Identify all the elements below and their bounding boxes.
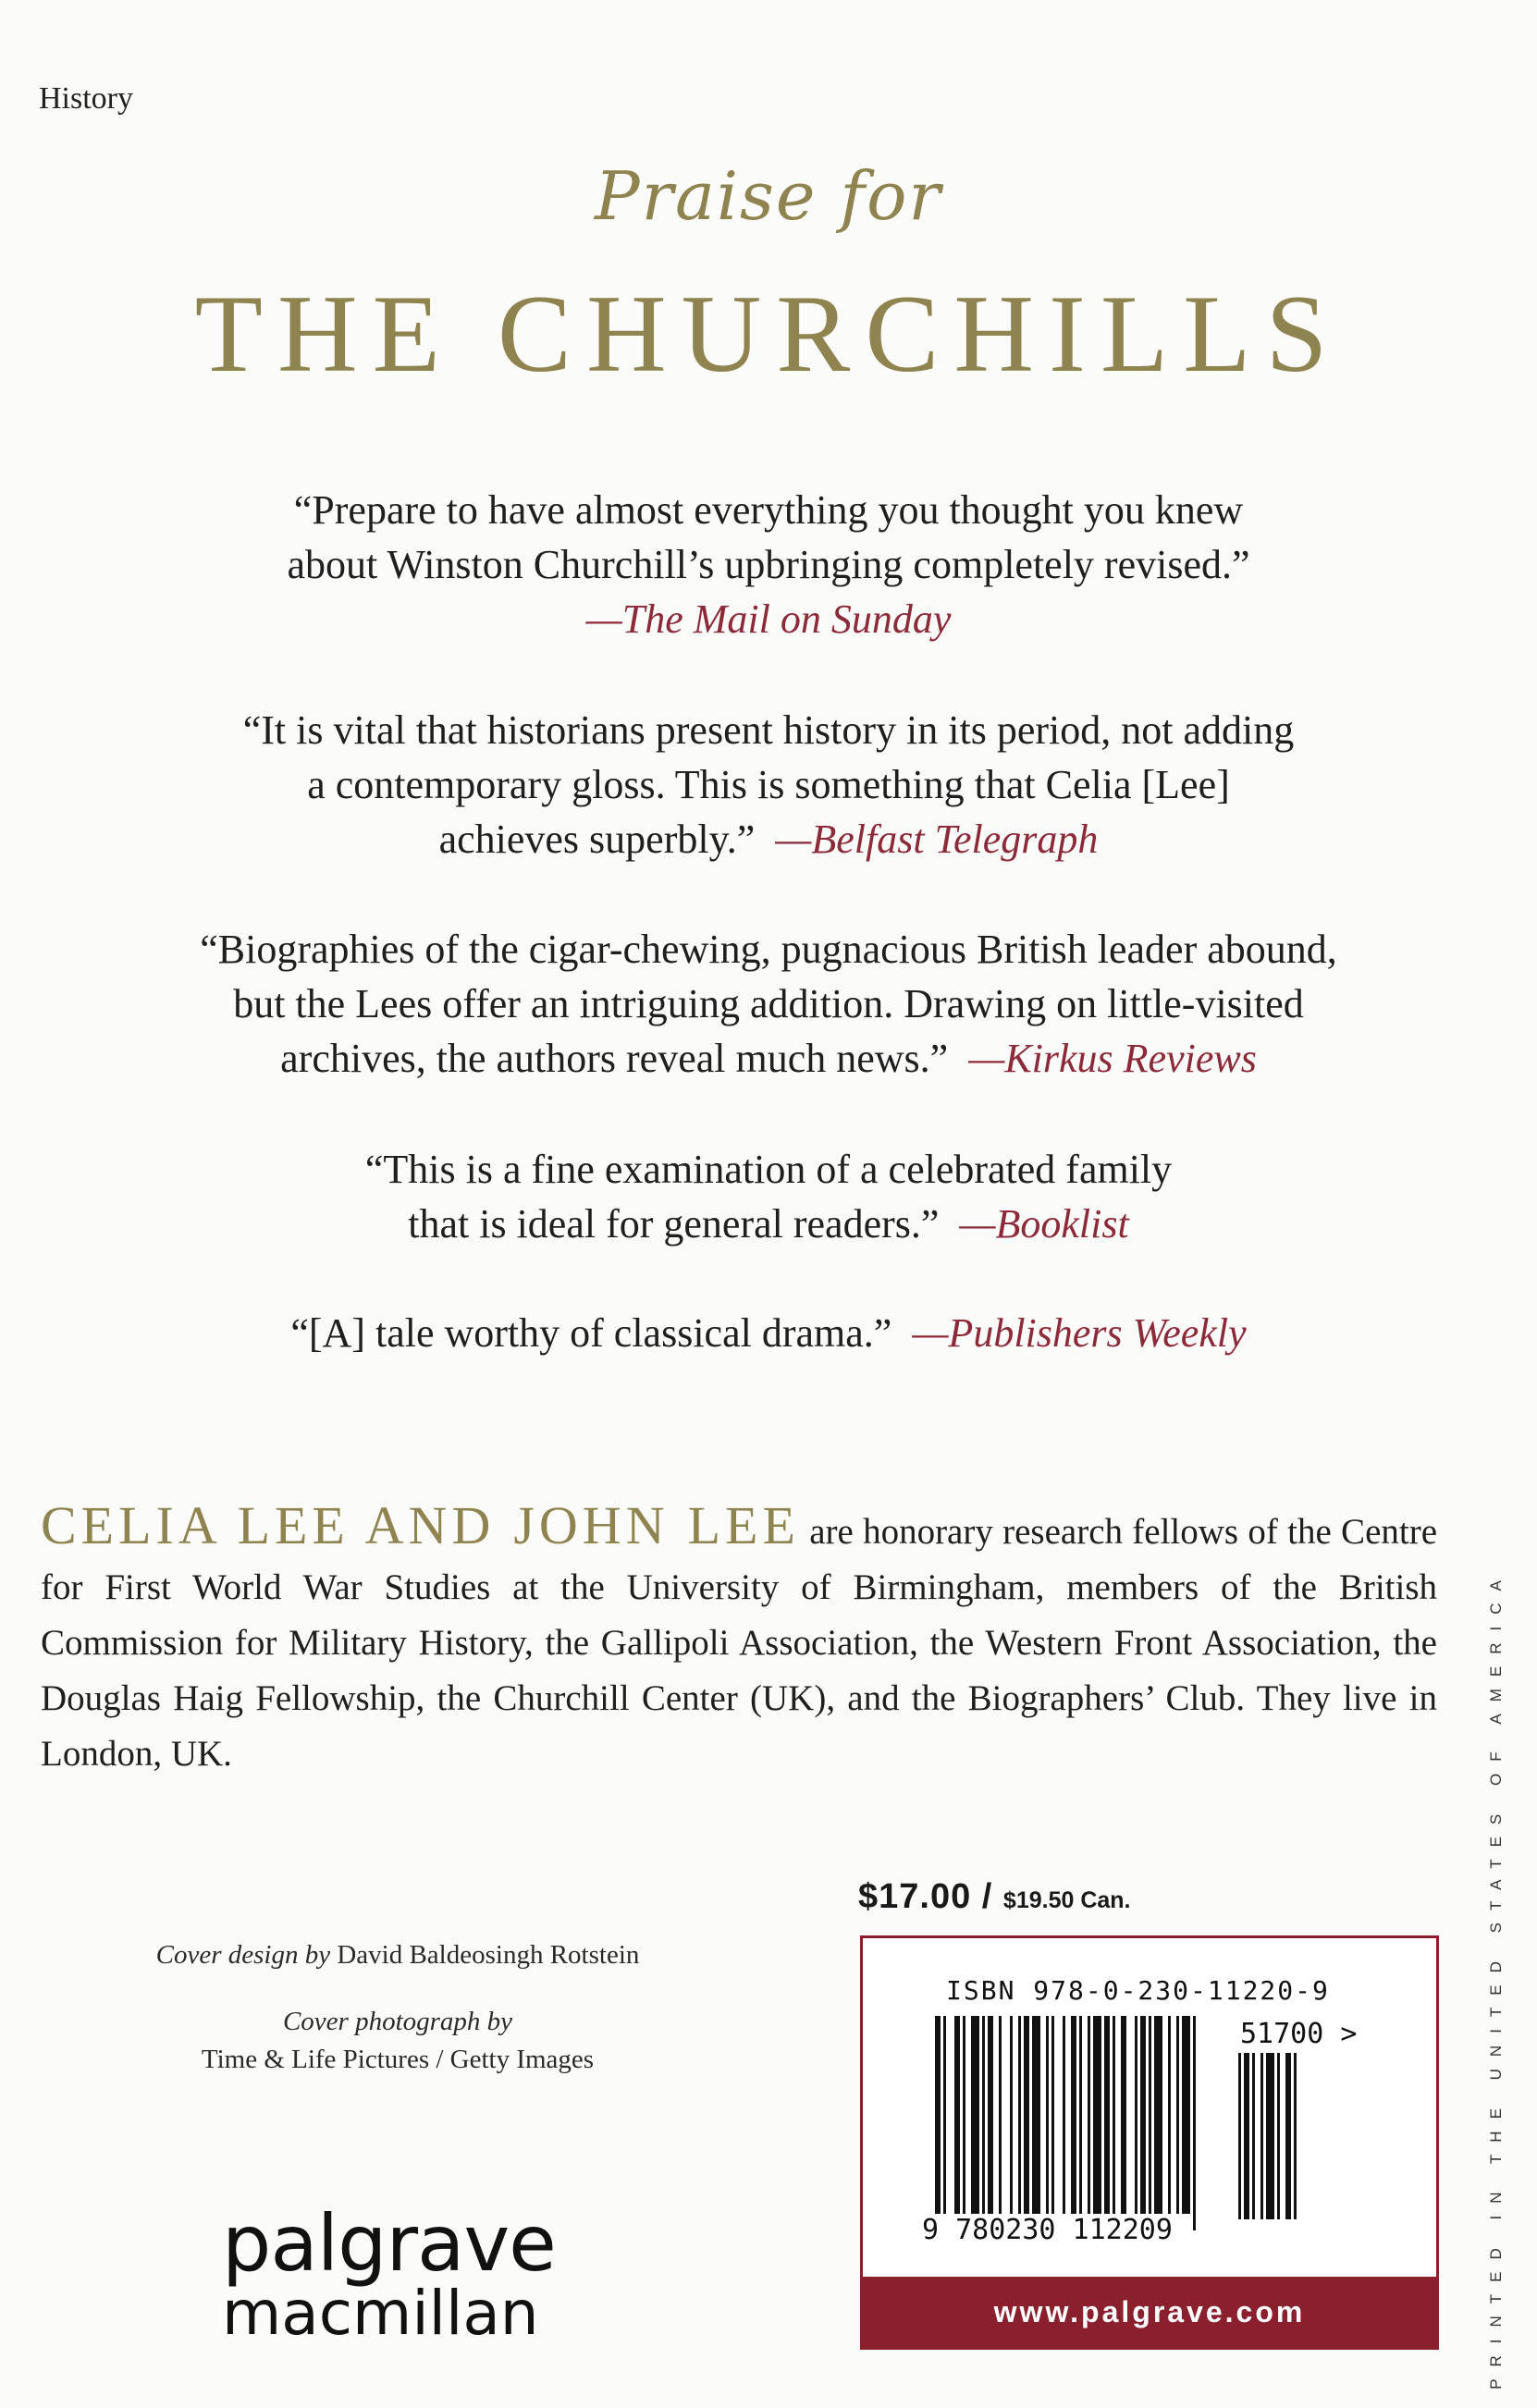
barcode-bar	[1104, 2016, 1110, 2214]
barcode-bar	[999, 2016, 1002, 2214]
barcode-bar	[1093, 2016, 1101, 2214]
quote-source: —Belfast Telegraph	[775, 817, 1099, 862]
barcode-bar	[1176, 2016, 1179, 2214]
barcode-addon-bar	[1277, 2053, 1280, 2219]
barcode-ean-digits: 9 780230 112209	[918, 2214, 1176, 2246]
barcode-addon-digits: 51700 >	[1240, 2018, 1358, 2050]
barcode-bar	[1113, 2016, 1115, 2214]
barcode-panel	[860, 1935, 1439, 2350]
barcode-bar	[935, 2016, 941, 2230]
barcode-bar	[982, 2016, 985, 2214]
barcode-bar	[1193, 2016, 1196, 2230]
quote-source: —Publishers Weekly	[912, 1310, 1247, 1356]
publisher-logo	[222, 2198, 556, 2349]
category-label: History	[39, 81, 133, 116]
barcode-bar	[1079, 2016, 1082, 2214]
quote-block	[0, 922, 1537, 1086]
barcode-addon-bar	[1266, 2053, 1274, 2219]
barcode-bar	[1063, 2016, 1065, 2214]
cover-photo-label: Cover photograph by	[282, 2007, 513, 2036]
barcode-bar	[988, 2016, 993, 2214]
quote-line: “Biographies of the cigar-chewing, pugnacious British leader abound,	[200, 927, 1337, 972]
quote-line: a contemporary gloss. This is something that Celia [Lee]	[307, 762, 1230, 807]
quote-line: archives, the authors reveal much news.”	[280, 1036, 949, 1081]
website-bar	[863, 2277, 1436, 2347]
author-names: CELIA LEE AND JOHN LEE	[41, 1495, 800, 1555]
quote-line: achieves superbly.”	[438, 817, 756, 862]
barcode-bar	[1051, 2016, 1054, 2214]
barcode-addon-bar	[1238, 2053, 1241, 2219]
barcode-bar	[1046, 2016, 1049, 2214]
about-authors	[41, 1495, 1438, 1782]
publisher-line1: palgrave	[222, 2198, 556, 2289]
printed-in-notice	[1469, 1568, 1524, 2390]
quote-source: —Kirkus Reviews	[968, 1036, 1257, 1081]
barcode-icon	[935, 2016, 1407, 2247]
price-can: $19.50 Can.	[1002, 1887, 1131, 1913]
isbn-text: ISBN 978-0-230-11220-9	[946, 1975, 1330, 2006]
barcode-addon-bar	[1252, 2053, 1255, 2219]
barcode-bar	[1154, 2016, 1162, 2214]
barcode-addon-bar	[1285, 2053, 1291, 2219]
cover-design-credit	[102, 1940, 694, 1971]
quote-block	[0, 1142, 1537, 1251]
quote-block	[0, 1306, 1537, 1360]
barcode-bar	[1088, 2016, 1090, 2214]
quote-source: —The Mail on Sunday	[585, 596, 952, 642]
quote-line: “It is vital that historians present history in its period, not adding	[242, 707, 1295, 753]
quote-line: that is ideal for general readers.”	[408, 1201, 940, 1247]
barcode-addon-bar	[1244, 2053, 1249, 2219]
price-us: $17.00	[858, 1877, 972, 1916]
praise-heading: Praise for	[595, 157, 942, 235]
barcode-addon-bar	[1260, 2053, 1263, 2219]
barcode-bar	[1024, 2016, 1029, 2214]
barcode-bar	[954, 2016, 960, 2214]
author-bio: are honorary research fellows of the Centre for First World War Studies at the University of Birmingham, members of the British Commission for Military History, the Gallipoli Association, the Western Front Association, the Douglas Haig Fellowship, the Churchill Center (UK), and the Biographers’ Club. They live in London, UK.	[41, 1512, 1438, 1774]
barcode-bar	[1032, 2016, 1040, 2214]
cover-design-label: Cover design by	[155, 1940, 331, 1970]
book-title: THE CHURCHILLS	[194, 272, 1343, 395]
quote-line: “This is a fine examination of a celebrated family	[364, 1147, 1173, 1192]
barcode-bar	[1010, 2016, 1013, 2214]
quote-line: about Winston Churchill’s upbringing completely revised.”	[287, 542, 1250, 587]
barcode-bar	[1121, 2016, 1126, 2214]
barcode-bar	[963, 2016, 965, 2214]
publisher-line2: macmillan	[222, 2278, 539, 2349]
quote-line: “Prepare to have almost everything you thought you knew	[293, 487, 1244, 533]
quote-block	[0, 703, 1537, 866]
barcode-bar	[1140, 2016, 1146, 2214]
printed-in-text: PRINTED IN THE UNITED STATES OF AMERICA	[1487, 1568, 1505, 2390]
quote-block	[0, 483, 1537, 646]
barcode-bar	[1071, 2016, 1076, 2230]
quote-source: —Booklist	[959, 1201, 1129, 1247]
barcode-bar	[971, 2016, 979, 2214]
barcode-bar	[1182, 2016, 1190, 2214]
cover-photo-name: Time & Life Pictures / Getty Images	[201, 2045, 595, 2074]
barcode-addon-bar	[1294, 2053, 1297, 2219]
cover-design-name: David Baldeosingh Rotstein	[337, 1940, 640, 1970]
barcode-bar	[1135, 2016, 1137, 2214]
barcode-bar	[943, 2016, 946, 2230]
barcode-bar	[1018, 2016, 1021, 2214]
website-url: www.palgrave.com	[993, 2295, 1306, 2328]
quote-line: “[A] tale worthy of classical drama.”	[290, 1310, 892, 1356]
barcode-bar	[1149, 2016, 1151, 2214]
quote-line: but the Lees offer an intriguing addition. Drawing on little-visited	[233, 981, 1304, 1026]
price-separator: /	[971, 1877, 1003, 1916]
price	[858, 1877, 1131, 1917]
barcode-bar	[1168, 2016, 1171, 2214]
cover-photo-credit	[102, 2007, 694, 2075]
